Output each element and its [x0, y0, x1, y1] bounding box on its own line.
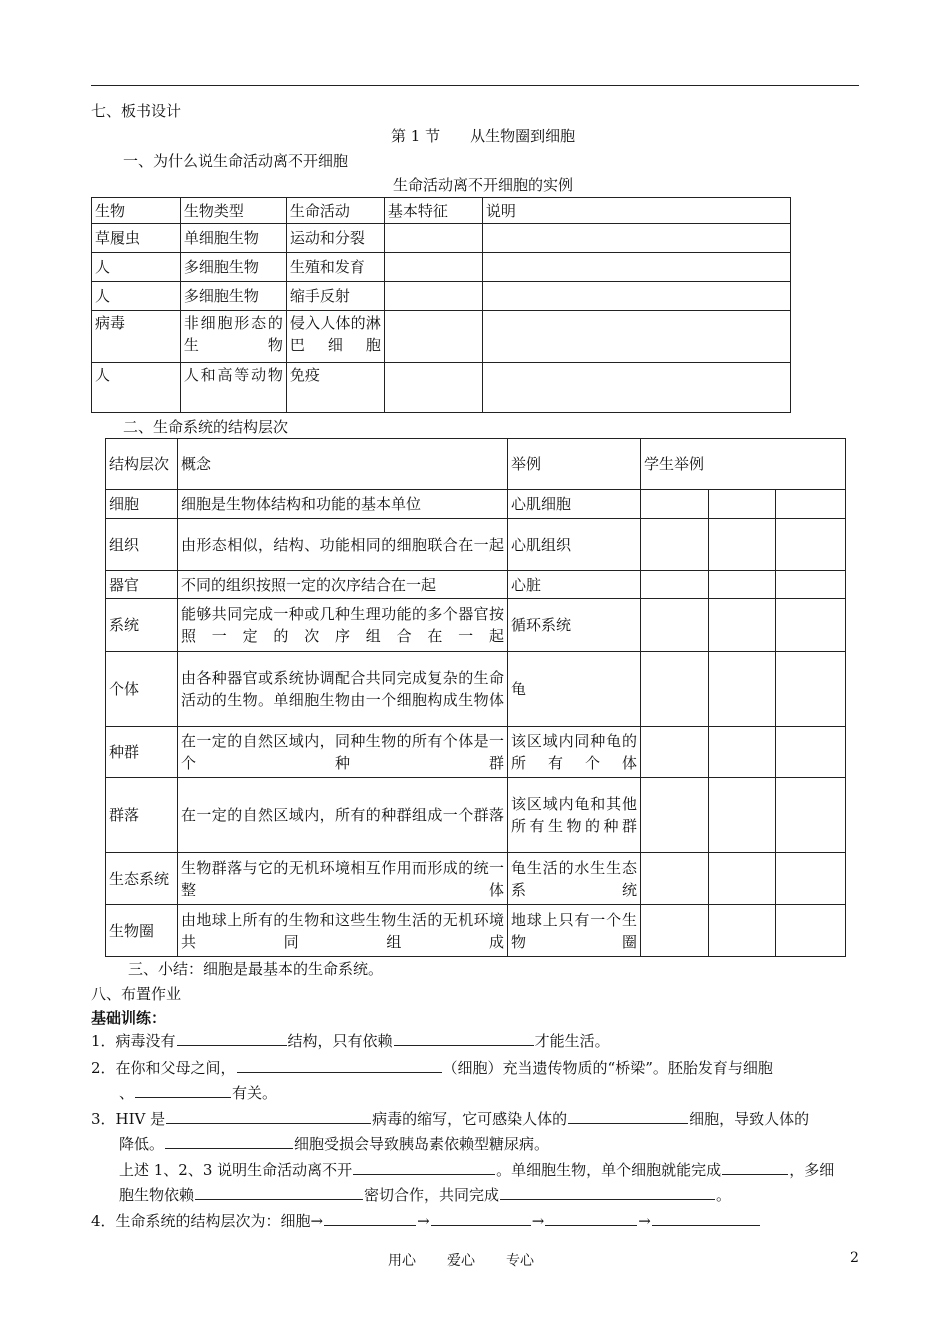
- header-cell: 学生举例: [641, 439, 846, 490]
- table-row: [106, 652, 846, 727]
- header-cell: 基本特征: [384, 198, 482, 224]
- student-example-cell: [709, 599, 776, 652]
- cell: 由各种器官或系统协调配合共同完成复杂的生命活动的生物。单细胞生物由一个细胞构成生物体: [178, 652, 508, 727]
- table-header-row: [106, 439, 846, 490]
- cell: [482, 224, 790, 253]
- q3-text: 细胞，导致人体的: [689, 1110, 810, 1128]
- answer-blank[interactable]: [431, 1209, 531, 1226]
- answer-blank[interactable]: [394, 1029, 534, 1046]
- homework-q3-line2: [119, 1131, 549, 1157]
- footer-text-mid: 爱心: [447, 1253, 475, 1269]
- student-example-cell: [776, 652, 846, 727]
- answer-blank[interactable]: [500, 1183, 715, 1200]
- table-row: [92, 363, 791, 413]
- cell: 病毒: [92, 311, 181, 363]
- answer-blank[interactable]: [177, 1029, 287, 1046]
- cell: 心脏: [508, 571, 641, 599]
- answer-blank[interactable]: [135, 1081, 231, 1098]
- q2-text: （细胞）充当遗传物质的“桥梁”。胚胎发育与细胞: [442, 1059, 773, 1077]
- student-example-cell: [641, 853, 709, 905]
- student-example-cell: [641, 519, 709, 571]
- student-example-cell: [776, 905, 846, 957]
- section-8-title: 八、布置作业: [91, 985, 182, 1003]
- header-rule: [91, 85, 859, 86]
- cell: 多细胞生物: [180, 253, 286, 282]
- footer-text-right: 专心: [506, 1253, 534, 1269]
- table-row: [92, 253, 791, 282]
- student-example-cell: [641, 599, 709, 652]
- student-example-cell: [709, 652, 776, 727]
- student-example-cell: [776, 778, 846, 853]
- q1-text: 才能生活。: [534, 1032, 610, 1050]
- table-row: [92, 311, 791, 363]
- answer-blank[interactable]: [353, 1158, 495, 1175]
- answer-blank[interactable]: [237, 1056, 442, 1073]
- table-row: [106, 853, 846, 905]
- homework-q2: [91, 1055, 773, 1081]
- q3-text: 密切合作，共同完成: [364, 1186, 500, 1204]
- cell: 循环系统: [508, 599, 641, 652]
- basic-training-label: 基础训练：: [91, 1009, 167, 1027]
- answer-blank[interactable]: [166, 1107, 371, 1124]
- q3-text: ，多细: [789, 1161, 835, 1179]
- q2-text: 有关。: [232, 1084, 278, 1102]
- cell: 多细胞生物: [180, 282, 286, 311]
- q1-text: 结构，只有依赖: [287, 1032, 393, 1050]
- cell: 人: [92, 253, 181, 282]
- page-number: 2: [850, 1250, 859, 1266]
- cell: 人: [92, 363, 181, 413]
- student-example-cell: [709, 727, 776, 778]
- cell: 种群: [106, 727, 178, 778]
- answer-blank[interactable]: [195, 1183, 363, 1200]
- student-example-cell: [709, 853, 776, 905]
- arrow-icon: →: [638, 1212, 651, 1230]
- answer-blank[interactable]: [324, 1209, 416, 1226]
- arrow-icon: →: [417, 1212, 430, 1230]
- student-example-cell: [641, 905, 709, 957]
- student-example-cell: [641, 652, 709, 727]
- student-example-cell: [776, 599, 846, 652]
- cell: [384, 224, 482, 253]
- table-row: [92, 282, 791, 311]
- cell: 草履虫: [92, 224, 181, 253]
- cell: [482, 253, 790, 282]
- student-example-cell: [709, 905, 776, 957]
- cell: 心肌细胞: [508, 490, 641, 519]
- q3-text: 降低。: [119, 1135, 165, 1153]
- cell: 单细胞生物: [180, 224, 286, 253]
- q3-text: 上述 1、2、3 说明生命活动离不开: [119, 1161, 353, 1179]
- cell: 侵入人体的淋巴细胞: [286, 311, 384, 363]
- table-1-caption: 生命活动离不开细胞的实例: [393, 176, 574, 194]
- cell: 由形态相似，结构、功能相同的细胞联合在一起: [178, 519, 508, 571]
- student-example-cell: [776, 519, 846, 571]
- answer-blank[interactable]: [545, 1209, 637, 1226]
- header-cell: 结构层次: [106, 439, 178, 490]
- student-example-cell: [641, 778, 709, 853]
- cell: 该区域内龟和其他所有生物的种群: [508, 778, 641, 853]
- cell: 器官: [106, 571, 178, 599]
- cell: 该区域内同种龟的所有个体: [508, 727, 641, 778]
- q3-text: 病毒的缩写，它可感染人体的: [372, 1110, 568, 1128]
- table-life-system-levels: [105, 438, 846, 957]
- table-row: [92, 224, 791, 253]
- student-example-cell: [641, 571, 709, 599]
- cell: [482, 311, 790, 363]
- table-life-activity-examples: [91, 197, 791, 413]
- homework-q3-line3: [119, 1157, 834, 1183]
- header-cell: 举例: [508, 439, 641, 490]
- homework-q3-line4: [119, 1182, 731, 1208]
- cell: [384, 311, 482, 363]
- cell: 群落: [106, 778, 178, 853]
- part-2-heading: 二、生命系统的结构层次: [123, 418, 289, 436]
- footer-text-left: 用心: [388, 1253, 416, 1269]
- cell: 在一定的自然区域内，同种生物的所有个体是一个种群: [178, 727, 508, 778]
- student-example-cell: [776, 853, 846, 905]
- student-example-cell: [776, 571, 846, 599]
- q3-text: 。: [716, 1186, 732, 1204]
- cell: 细胞是生物体结构和功能的基本单位: [178, 490, 508, 519]
- student-example-cell: [709, 490, 776, 519]
- cell: 人: [92, 282, 181, 311]
- lesson-title: 第 1 节 从生物圈到细胞: [391, 127, 576, 145]
- cell: 生物圈: [106, 905, 178, 957]
- cell: [482, 363, 790, 413]
- student-example-cell: [709, 519, 776, 571]
- cell: 不同的组织按照一定的次序结合在一起: [178, 571, 508, 599]
- cell: [384, 363, 482, 413]
- student-example-cell: [641, 490, 709, 519]
- cell: [384, 253, 482, 282]
- cell: 系统: [106, 599, 178, 652]
- header-cell: 概念: [178, 439, 508, 490]
- cell: 能够共同完成一种或几种生理功能的多个器官按照一定的次序组合在一起: [178, 599, 508, 652]
- homework-q2-cont: [119, 1080, 277, 1106]
- student-example-cell: [641, 727, 709, 778]
- table-row: [106, 490, 846, 519]
- cell: 个体: [106, 652, 178, 727]
- header-cell: 生命活动: [286, 198, 384, 224]
- cell: [384, 282, 482, 311]
- table-header-row: [92, 198, 791, 224]
- table-row: [106, 571, 846, 599]
- cell: 生态系统: [106, 853, 178, 905]
- cell: 龟生活的水生生态系统: [508, 853, 641, 905]
- q3-text: 胞生物依赖: [119, 1186, 195, 1204]
- cell: 细胞: [106, 490, 178, 519]
- header-cell: 生物类型: [180, 198, 286, 224]
- q1-text: 1．病毒没有: [91, 1032, 176, 1050]
- header-cell: 说明: [482, 198, 790, 224]
- table-row: [106, 905, 846, 957]
- cell: 地球上只有一个生物圈: [508, 905, 641, 957]
- cell: 心肌组织: [508, 519, 641, 571]
- answer-blank[interactable]: [652, 1209, 760, 1226]
- table-row: [106, 727, 846, 778]
- table-row: [106, 519, 846, 571]
- q4-text: 4．生命系统的结构层次为：细胞→: [91, 1212, 324, 1230]
- student-example-cell: [776, 727, 846, 778]
- cell: 在一定的自然区域内，所有的种群组成一个群落: [178, 778, 508, 853]
- table-row: [106, 599, 846, 652]
- homework-q3: [91, 1106, 809, 1132]
- answer-blank[interactable]: [165, 1132, 293, 1149]
- table-row: [106, 778, 846, 853]
- answer-blank[interactable]: [722, 1158, 788, 1175]
- arrow-icon: →: [531, 1212, 545, 1230]
- cell: 非细胞形态的生物: [180, 311, 286, 363]
- header-cell: 生物: [92, 198, 181, 224]
- homework-q4: [91, 1208, 761, 1234]
- student-example-cell: [709, 571, 776, 599]
- cell: 龟: [508, 652, 641, 727]
- cell: 免疫: [286, 363, 384, 413]
- cell: 人和高等动物: [180, 363, 286, 413]
- cell: 缩手反射: [286, 282, 384, 311]
- q2-text: 2．在你和父母之间，: [91, 1059, 236, 1077]
- q2-text: 、: [119, 1084, 135, 1102]
- q3-text: 3．HIV 是: [91, 1110, 166, 1128]
- cell: 运动和分裂: [286, 224, 384, 253]
- cell: 组织: [106, 519, 178, 571]
- cell: [482, 282, 790, 311]
- part-3-summary: 三、小结：细胞是最基本的生命系统。: [128, 960, 384, 978]
- cell: 由地球上所有的生物和这些生物生活的无机环境共同组成: [178, 905, 508, 957]
- part-1-heading: 一、为什么说生命活动离不开细胞: [123, 152, 349, 170]
- q3-text: 。单细胞生物，单个细胞就能完成: [496, 1161, 722, 1179]
- homework-q1: [91, 1028, 610, 1054]
- cell: 生物群落与它的无机环境相互作用而形成的统一整体: [178, 853, 508, 905]
- section-7-title: 七、板书设计: [91, 102, 182, 120]
- student-example-cell: [776, 490, 846, 519]
- answer-blank[interactable]: [568, 1107, 688, 1124]
- cell: 生殖和发育: [286, 253, 384, 282]
- q3-text: 细胞受损会导致胰岛素依赖型糖尿病。: [294, 1135, 550, 1153]
- student-example-cell: [709, 778, 776, 853]
